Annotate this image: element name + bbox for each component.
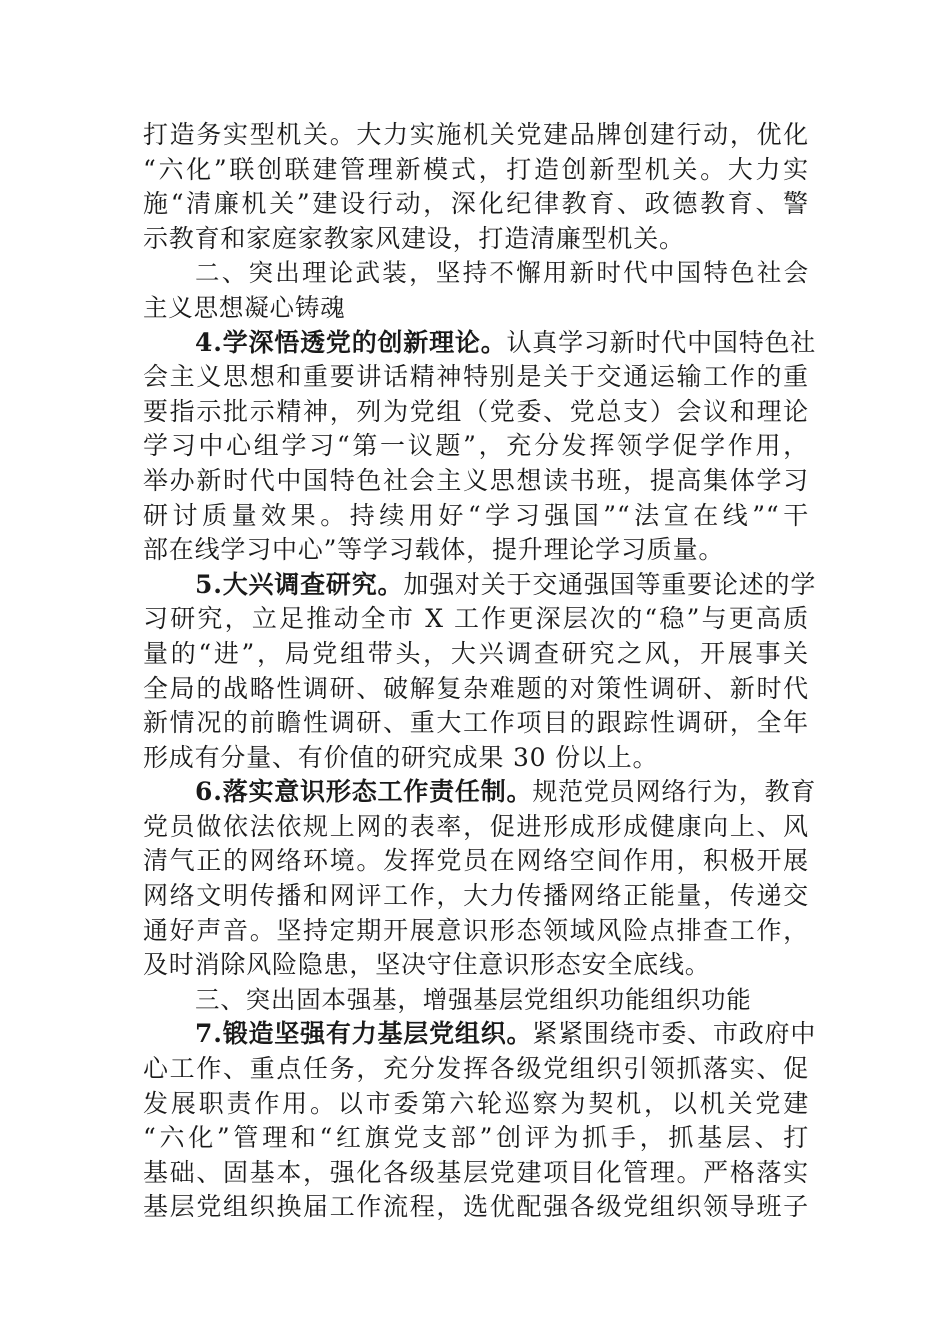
text-line: 心工作、重点任务，充分发挥各级党组织引领抓落实、促 <box>143 1054 809 1084</box>
text-line: “六化”管理和“红旗党支部”创评为抓手，抓基层、打 <box>143 1123 809 1153</box>
text-line: 及时消除风险隐患，坚决守住意识形态安全底线。 <box>143 950 711 980</box>
heading-line: 二、突出理论武装，坚持不懈用新时代中国特色社会 <box>195 258 809 288</box>
item-lead: 7.锻造坚强有力基层党组织。 <box>195 1019 533 1049</box>
paragraph <box>143 775 817 983</box>
text-line: 发展职责作用。以市委第六轮巡察为契机，以机关党建 <box>143 1088 809 1118</box>
text-line: “六化”联创联建管理新模式，打造创新型机关。大力实 <box>143 154 809 184</box>
text-line: 基层党组织换届工作流程，选优配强各级党组织领导班子 <box>143 1192 809 1222</box>
text-line: 网络文明传播和网评工作，大力传播网络正能量，传递交 <box>143 881 809 911</box>
document-body <box>143 118 817 1225</box>
heading-line: 主义思想凝心铸魂 <box>143 292 346 322</box>
text-line: 要指示批示精神，列为党组（党委、党总支）会议和理论 <box>143 396 809 426</box>
text-line: 举办新时代中国特色社会主义思想读书班，提高集体学习 <box>143 465 809 495</box>
item-lead: 5.大兴调查研究。 <box>195 569 404 599</box>
text-line: 清气正的网络环境。发挥党员在网络空间作用，积极开展 <box>143 846 809 876</box>
text-line: 会主义思想和重要讲话精神特别是关于交通运输工作的重 <box>143 362 809 392</box>
text-line: 全局的战略性调研、破解复杂难题的对策性调研、新时代 <box>143 673 809 703</box>
item-lead: 6.落实意识形态工作责任制。 <box>195 777 533 807</box>
paragraph <box>143 118 809 256</box>
text-line: 新情况的前瞻性调研、重大工作项目的跟踪性调研，全年 <box>143 708 809 738</box>
section-heading <box>143 256 809 325</box>
text-line: 6.落实意识形态工作责任制。规范党员网络行为，教育 <box>195 777 817 807</box>
text-line: 打造务实型机关。大力实施机关党建品牌创建行动，优化 <box>143 120 809 149</box>
paragraph <box>143 326 817 568</box>
text-line: 施“清廉机关”建设行动，深化纪律教育、政德教育、警 <box>143 189 809 219</box>
text-line: 党员做依法依规上网的表率，促进形成形成健康向上、风 <box>143 811 809 841</box>
text-line: 学习中心组学习“第一议题”，充分发挥领学促学作用， <box>143 431 809 461</box>
paragraph <box>143 1017 817 1225</box>
text-line: 示教育和家庭家教家风建设，打造清廉型机关。 <box>143 223 685 253</box>
paragraph <box>143 568 817 776</box>
text-line: 形成有分量、有价值的研究成果 30 份以上。 <box>143 742 659 772</box>
section-heading <box>143 983 809 1018</box>
text-line: 4.学深悟透党的创新理论。认真学习新时代中国特色社 <box>195 327 817 357</box>
text-line: 基础、固基本，强化各级基层党建项目化管理。严格落实 <box>143 1157 809 1187</box>
heading-line: 三、突出固本强基，增强基层党组织功能组织功能 <box>195 984 752 1014</box>
text-line: 习研究，立足推动全市 X 工作更深层次的“稳”与更高质 <box>143 604 809 634</box>
text-line: 部在线学习中心”等学习载体，提升理论学习质量。 <box>143 535 725 565</box>
text-line: 研讨质量效果。持续用好“学习强国”“法宣在线”“干 <box>143 500 809 530</box>
text-line: 7.锻造坚强有力基层党组织。紧紧围绕市委、市政府中 <box>195 1019 817 1049</box>
text-line: 量的“进”，局党组带头，大兴调查研究之风，开展事关 <box>143 638 809 668</box>
text-line: 5.大兴调查研究。加强对关于交通强国等重要论述的学 <box>195 569 817 599</box>
text-line: 通好声音。坚持定期开展意识形态领域风险点排查工作， <box>143 915 809 945</box>
item-lead: 4.学深悟透党的创新理论。 <box>195 327 507 357</box>
